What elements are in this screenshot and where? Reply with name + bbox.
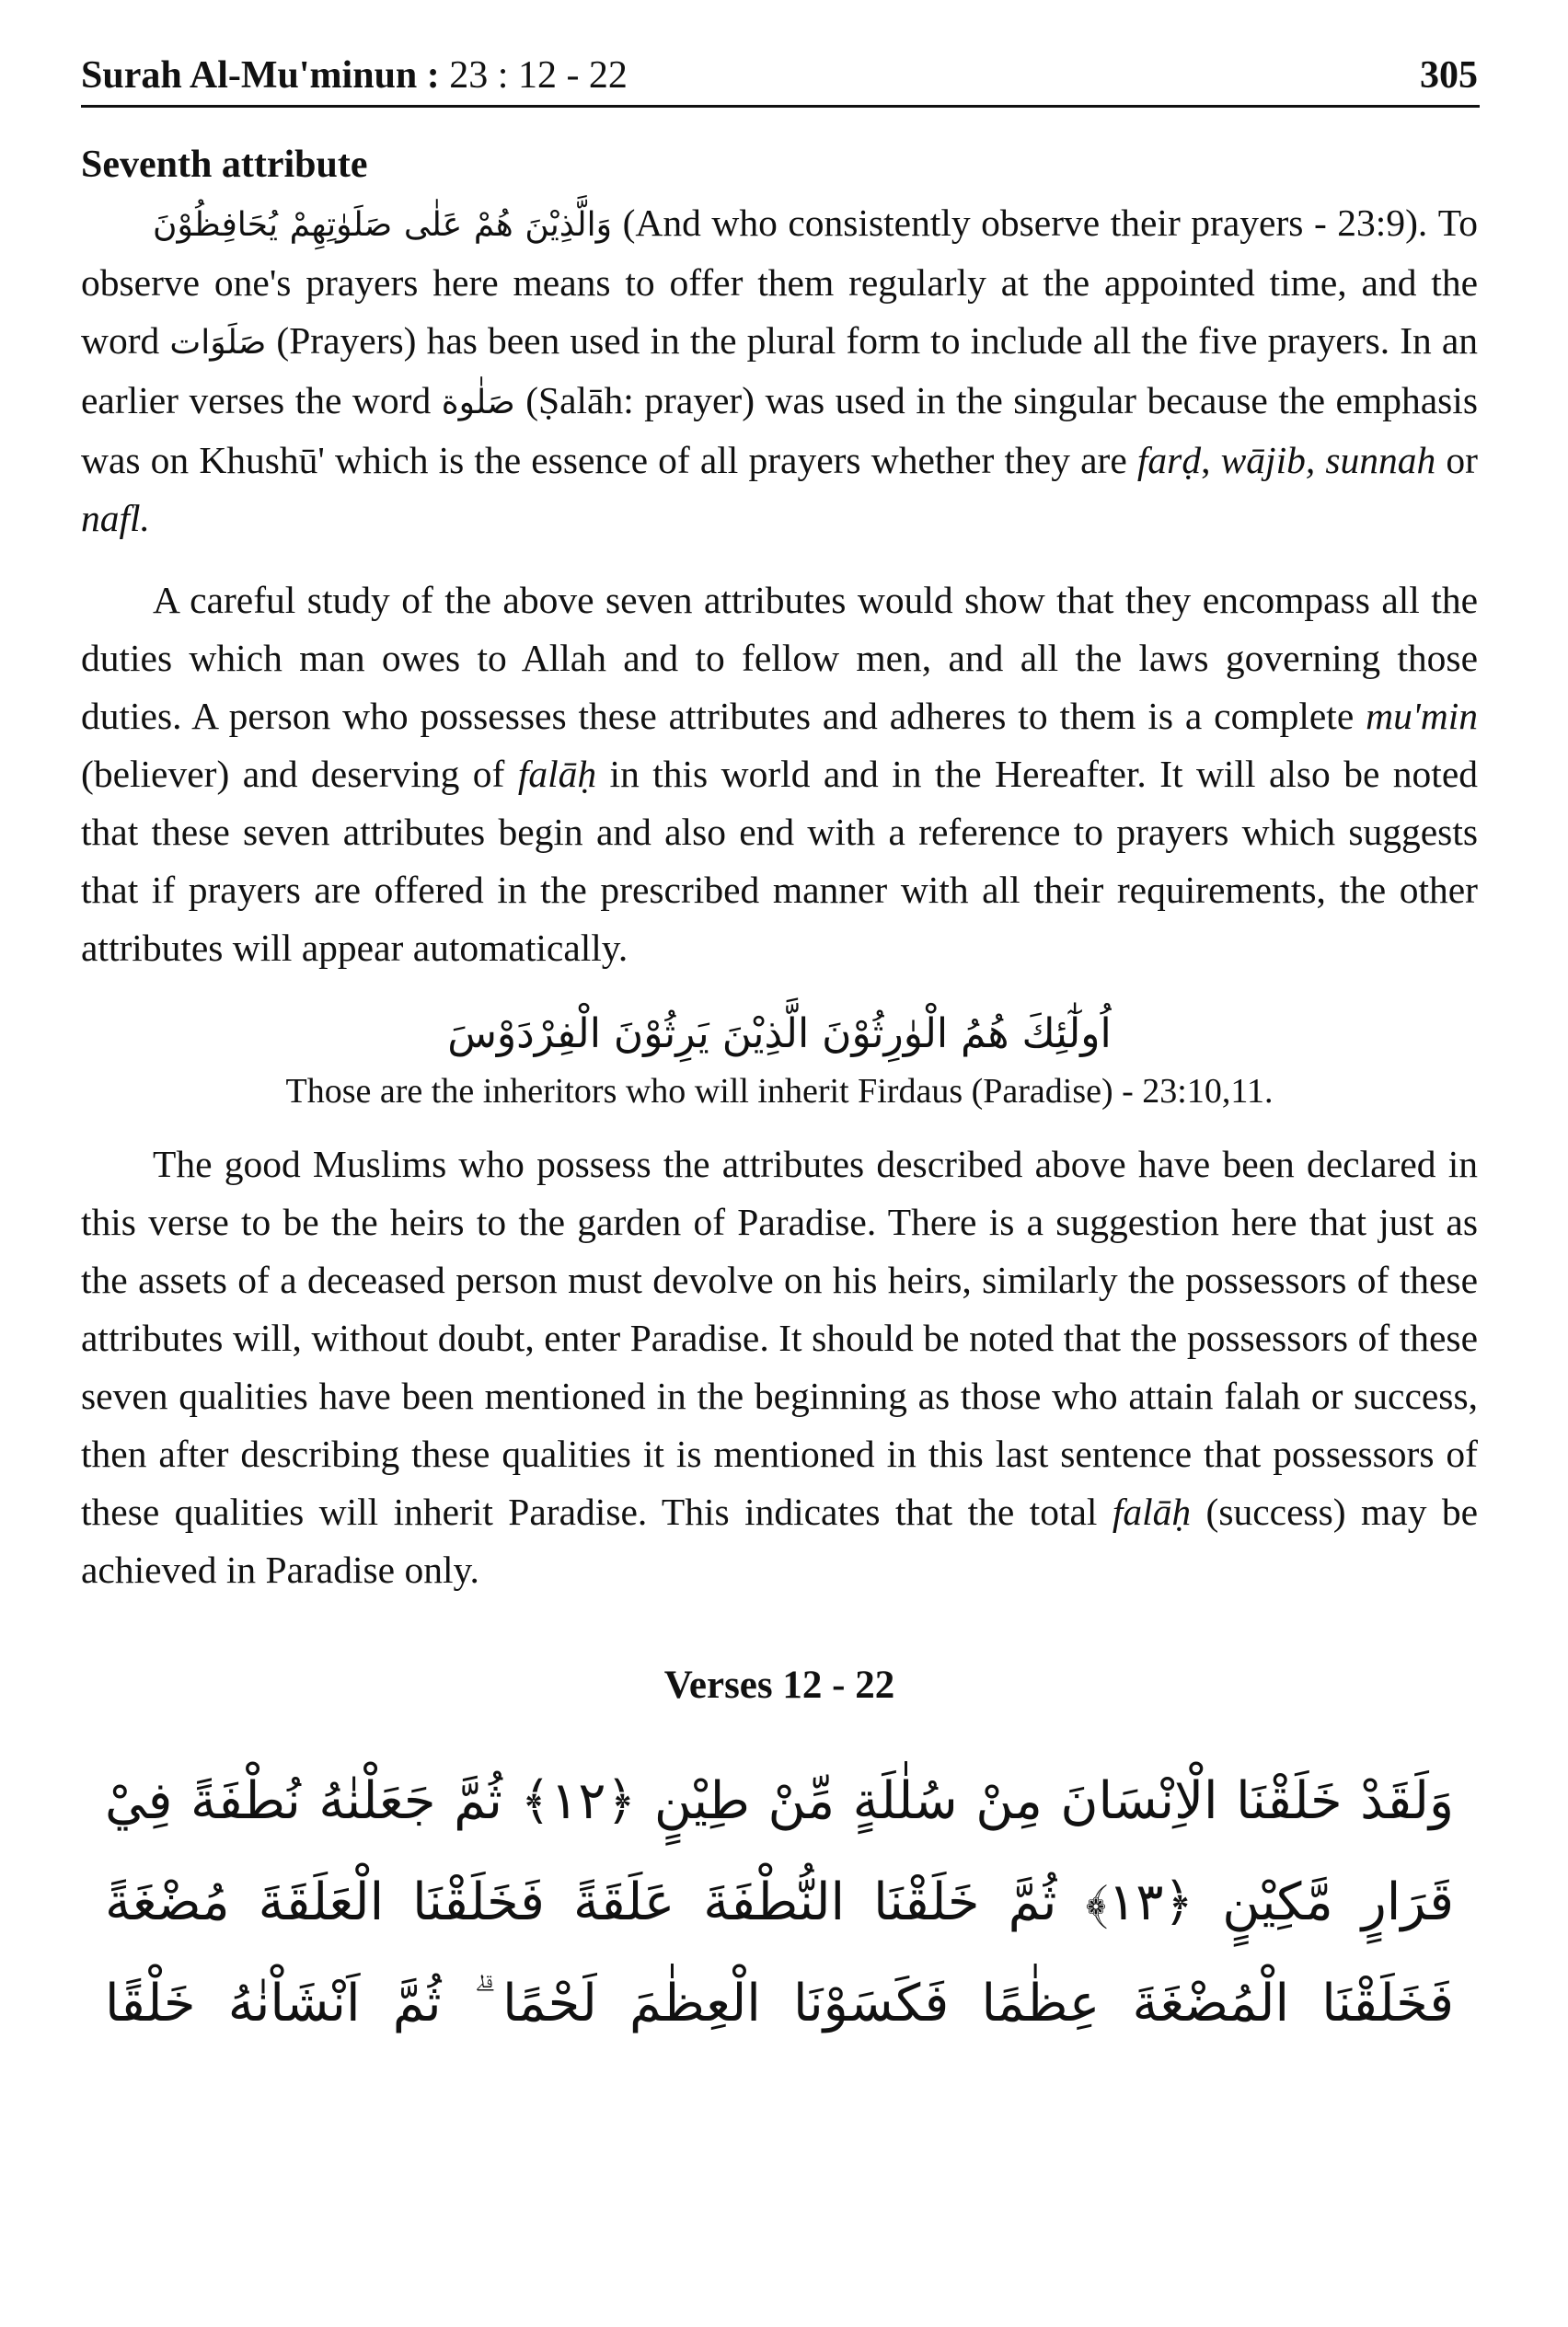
paragraph-text: (Ṣalāh: prayer) was used in the singular because the emphasis was on Khushū' which is the essence of all prayers whether they are	[81, 379, 1478, 481]
term-falah: falāḥ	[517, 753, 597, 795]
term-mumin: mu'min	[1366, 695, 1478, 737]
term-falah: falāḥ	[1112, 1491, 1192, 1533]
arabic-word-salah: صَلٰوة	[441, 384, 515, 421]
term-nafl: nafl.	[81, 497, 150, 539]
term-fard: farḍ	[1136, 439, 1202, 481]
term-wajib: wājib,	[1220, 439, 1316, 481]
paragraph-text: A careful study of the above seven attributes would show that they encompass all the duties which man owes to Allah and to fellow men, and all the laws governing those duties. A person who possesses these attributes and adheres to them is a complete	[81, 579, 1478, 737]
arabic-verse-inline: وَالَّذِيْنَ هُمْ عَلٰى صَلَوٰتِهِمْ يُحَافِظُوْنَ	[153, 206, 613, 244]
paragraph-text: (And who consistently observe their prayers - 23:9). To observe one's prayers here means to offer them regularly at the appointed time, and the word	[81, 202, 1478, 362]
running-header	[81, 44, 1480, 108]
page-number: 305	[1420, 54, 1478, 97]
quote-arabic-verse: اُولٰٓئِكَ هُمُ الْوٰرِثُوْنَ الَّذِيْنَ يَرِثُوْنَ الْفِرْدَوْسَ	[447, 1010, 1112, 1057]
arabic-word-salawat: صَلَوَات	[169, 324, 267, 362]
surah-name: Surah Al-Mu'minun :	[81, 54, 440, 97]
paragraph-text: or	[1435, 439, 1478, 481]
paragraph-text	[1315, 439, 1325, 481]
paragraph-text: ,	[1201, 439, 1221, 481]
page-body	[81, 136, 1478, 2055]
paragraph-text: (believer) and deserving of	[81, 753, 518, 795]
paragraph-text: (Prayers) has been used in the plural form to include all the five prayers. In an earlier verses the word	[81, 319, 1478, 421]
paragraph-seventh-attribute	[81, 194, 1478, 547]
quote-translation: Those are the inheritors who will inherit Firdaus (Paradise) - 23:10,11.	[285, 1072, 1274, 1111]
paragraph-text: The good Muslims who possess the attributes described above have been declared in this verse to be the heirs to the garden of Paradise. There is a suggestion here that just as the assets of a deceased person must devolve on his heirs, similarly the possessors of these attributes will, without doubt, enter Paradise. It should be noted that the possessors of these seven qualities have been mentioned in the beginning as those who attain falah or success, then after describing these qualities it is mentioned in this last sentence that possessors of these qualities will inherit Paradise. This indicates that the total	[81, 1143, 1478, 1533]
running-title	[81, 53, 628, 98]
term-sunnah: sunnah	[1325, 439, 1436, 481]
arabic-verses-block: وَلَقَدْ خَلَقْنَا الْاِنْسَانَ مِنْ سُلٰلَةٍ مِّنْ طِيْنٍ ﴿١٢﴾ ثُمَّ جَعَلْنٰهُ نُطْفَةً فِيْ قَرَارٍ مَّكِيْنٍ ﴿١٣﴾ ثُمَّ خَلَقْنَا النُّطْفَةَ عَلَقَةً فَخَلَقْنَا الْعَلَقَةَ مُضْغَةً فَخَلَقْنَا الْمُضْغَةَ عِظٰمًا فَكَسَوْنَا الْعِظٰمَ لَحْمًا ۗ ثُمَّ اَنْشَاْنٰهُ خَلْقًا	[105, 1771, 1454, 2033]
attribute-heading: Seventh attribute	[81, 144, 368, 186]
verse-reference: 23 : 12 - 22	[439, 54, 628, 97]
paragraph-seven-attributes-study	[81, 571, 1478, 977]
paragraph-text: (success) may be achieved in Paradise only.	[81, 1491, 1479, 1591]
paragraph-text: in this world and in the Hereafter. It will also be noted that these seven attributes begin and also end with a reference to prayers which suggests that if prayers are offered in the prescribed manner with all their requirements, the other attributes will appear automatically.	[81, 753, 1479, 969]
paragraph-heirs-of-paradise	[81, 1135, 1478, 1599]
verses-heading: Verses 12 - 22	[663, 1664, 895, 1707]
